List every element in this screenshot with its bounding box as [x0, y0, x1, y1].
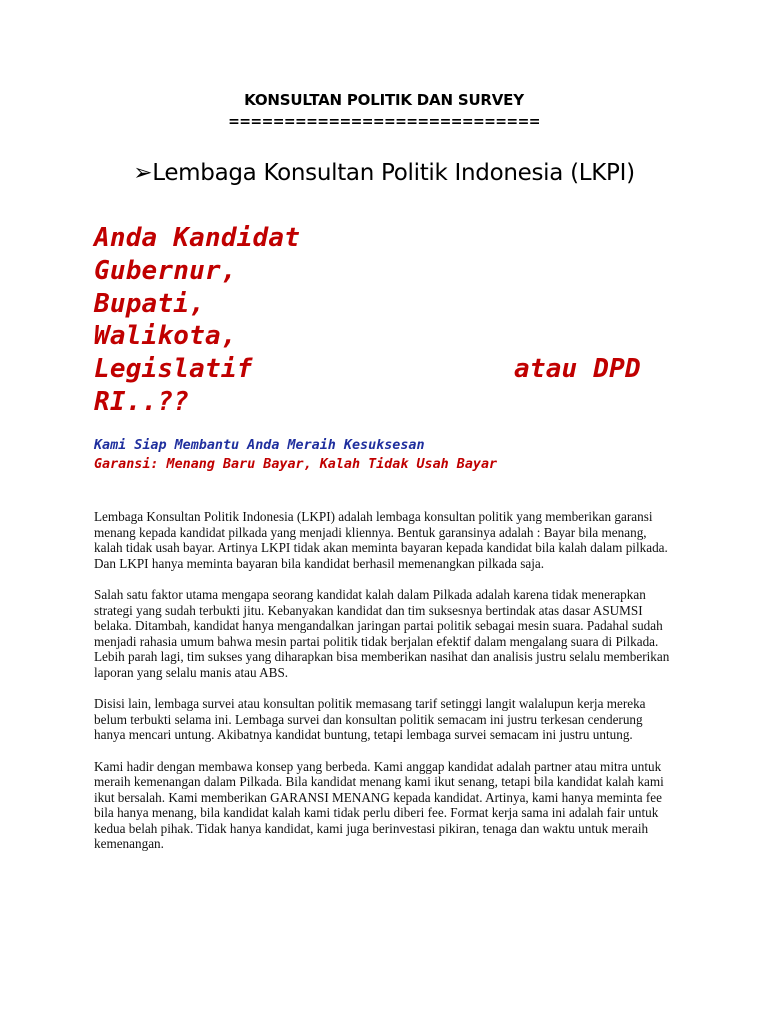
headline-line-1: Anda Kandidat: [94, 223, 301, 253]
paragraph-4: Kami hadir dengan membawa konsep yang berbeda. Kami anggap kandidat adalah partner atau mitra untuk meraih kemenangan dalam Pilkada. Bila kandidat menang kami ikut senang, tetapi bila kandidat kalah kami ikut bersalah. Kami memberikan GARANSI MENANG kepada kandidat. Artinya, kami hanya meminta fee bila hanya menang, bila kandidat kalah kami tidak perlu diberi fee. Format kerja sama ini adalah fair untuk kedua belah pihak. Tidak hanya kandidat, kami juga berinvestasi pikiran, tenaga dan waktu untuk meraih kemenangan.: [94, 758, 664, 852]
headline-line-2: Gubernur,: [94, 255, 237, 286]
headline-line-6: RI..??: [94, 386, 190, 417]
paragraph-1: Lembaga Konsultan Politik Indonesia (LKPI) adalah lembaga konsultan politik yang memberikan garansi menang kepada kandidat pilkada yang menjadi kliennya. Bentuk garansinya adalah : Bayar bila menang, kalah tidak usah bayar. Artinya LKPI tidak akan meminta bayaran kepada kandidat bila kalah dalam pilkada. Dan LKPI hanya meminta bayaran bila kandidat berhasil memenangkan pilkada saja.: [94, 509, 668, 571]
headline-line-5-right: atau DPD: [514, 354, 641, 385]
paragraph-3: Disisi lain, lembaga survei atau konsultan politik memasang tarif setinggi langit walalupun kerja mereka belum terbukti selama ini. Lembaga survei dan konsultan politik semacam ini justru terkesan cenderung hanya mencari untung. Akibatnya kandidat buntung, tetapi lembaga survei semacam ini justru untung.: [94, 696, 646, 743]
tagline-block: [94, 436, 497, 474]
paragraph-2: Salah satu faktor utama mengapa seorang kandidat kalah dalam Pilkada adalah karena tidak menerapkan strategi yang sudah terbukti jitu. Kebanyakan kandidat dan tim suksesnya bertindak atas dasar ASUMSI belaka. Ditambah, kandidat hanya mengandalkan jaringan partai politik sebagai mesin suara. Padahal sudah menjadi rahasia umum bahwa mesin partai politik tidak berjalan efektif dalam mengalang suara di Pilkada. Lebih parah lagi, tim sukses yang diharapkan bisa memberikan nasihat dan analisis justru selalu memberikan laporan yang selalu manis atau ABS.: [94, 586, 670, 680]
organization-heading: [0, 158, 768, 188]
headline-line-5-left: Legislatif: [94, 354, 253, 385]
title-underline-rule: ============================: [228, 114, 540, 130]
headline-line-3: Bupati,: [94, 288, 205, 319]
headline-line-5: [94, 353, 684, 386]
tagline-guarantee: Garansi: Menang Baru Bayar, Kalah Tidak Usah Bayar: [94, 457, 498, 472]
headline: [94, 222, 684, 419]
arrow-bullet-icon: ➢: [133, 160, 153, 186]
organization-name: Lembaga Konsultan Politik Indonesia (LKPI): [152, 160, 635, 186]
headline-line-4: Walikota,: [94, 321, 237, 352]
body-text: [94, 509, 676, 868]
document-title: KONSULTAN POLITIK DAN SURVEY: [244, 91, 524, 109]
tagline-support: Kami Siap Membantu Anda Meraih Kesuksesan: [94, 438, 425, 453]
